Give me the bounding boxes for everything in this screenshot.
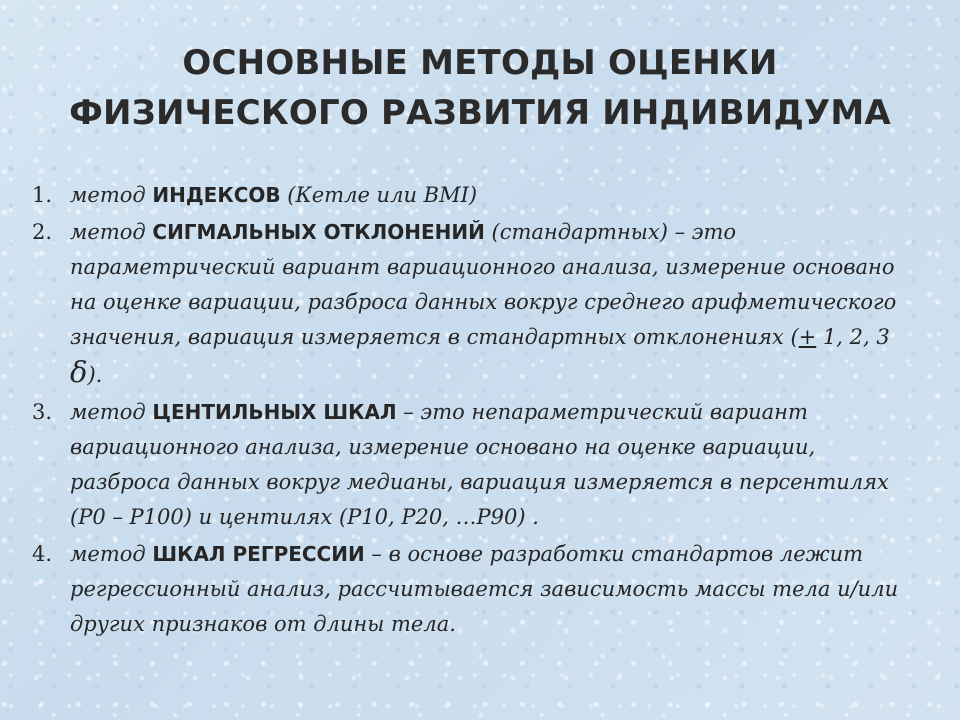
delta-symbol: δ [70,355,88,389]
title-line-1: ОСНОВНЫЕ МЕТОДЫ ОЦЕНКИ [182,43,778,83]
title-line-2: ФИЗИЧЕСКОГО РАЗВИТИЯ ИНДИВИДУМА [69,93,891,133]
item-method-name: СИГМАЛЬНЫХ ОТКЛОНЕНИЙ [152,220,485,244]
list-item [30,178,920,213]
item-prefix: метод [70,542,153,566]
methods-list [30,178,920,644]
list-item [30,537,920,642]
item-method-name: ЦЕНТИЛЬНЫХ ШКАЛ [152,400,397,424]
item-prefix: метод [70,183,153,207]
slide-title [40,38,920,138]
item-number: 4. [32,542,53,566]
item-prefix: метод [70,220,153,244]
item-number: 1. [32,183,53,207]
item-method-name: ИНДЕКСОВ [152,183,281,207]
item-values: 1, 2, 3 [816,325,890,349]
item-method-name: ШКАЛ РЕГРЕССИИ [152,542,365,566]
plus-minus-sign: + [798,325,817,349]
item-number: 2. [32,220,53,244]
list-item [30,215,920,393]
item-description: – в основе разработки стандартов лежит регрессионный анализ, рассчитывается зависимость массы тела и/или других признаков от длины тела. [70,542,899,636]
item-description: (стандартных) – это параметрический вариант вариационного анализа, измерение основано на оценке вариации, разброса данных вокруг среднего арифметического значения, вариация измеряется в стандартных отклонениях ( [70,220,897,349]
item-number: 3. [32,400,53,424]
item-prefix: метод [70,400,153,424]
item-description: – это непараметрический вариант вариационного анализа, измерение основано на оценке вариации, разброса данных вокруг медианы, вариация измеряется в персентилях (P0 – P100) и центилях (P10, P20, …P90) . [70,400,889,529]
item-description: (Кетле или BMI) [280,183,478,207]
item-closing: ). [87,363,103,387]
list-item [30,395,920,535]
